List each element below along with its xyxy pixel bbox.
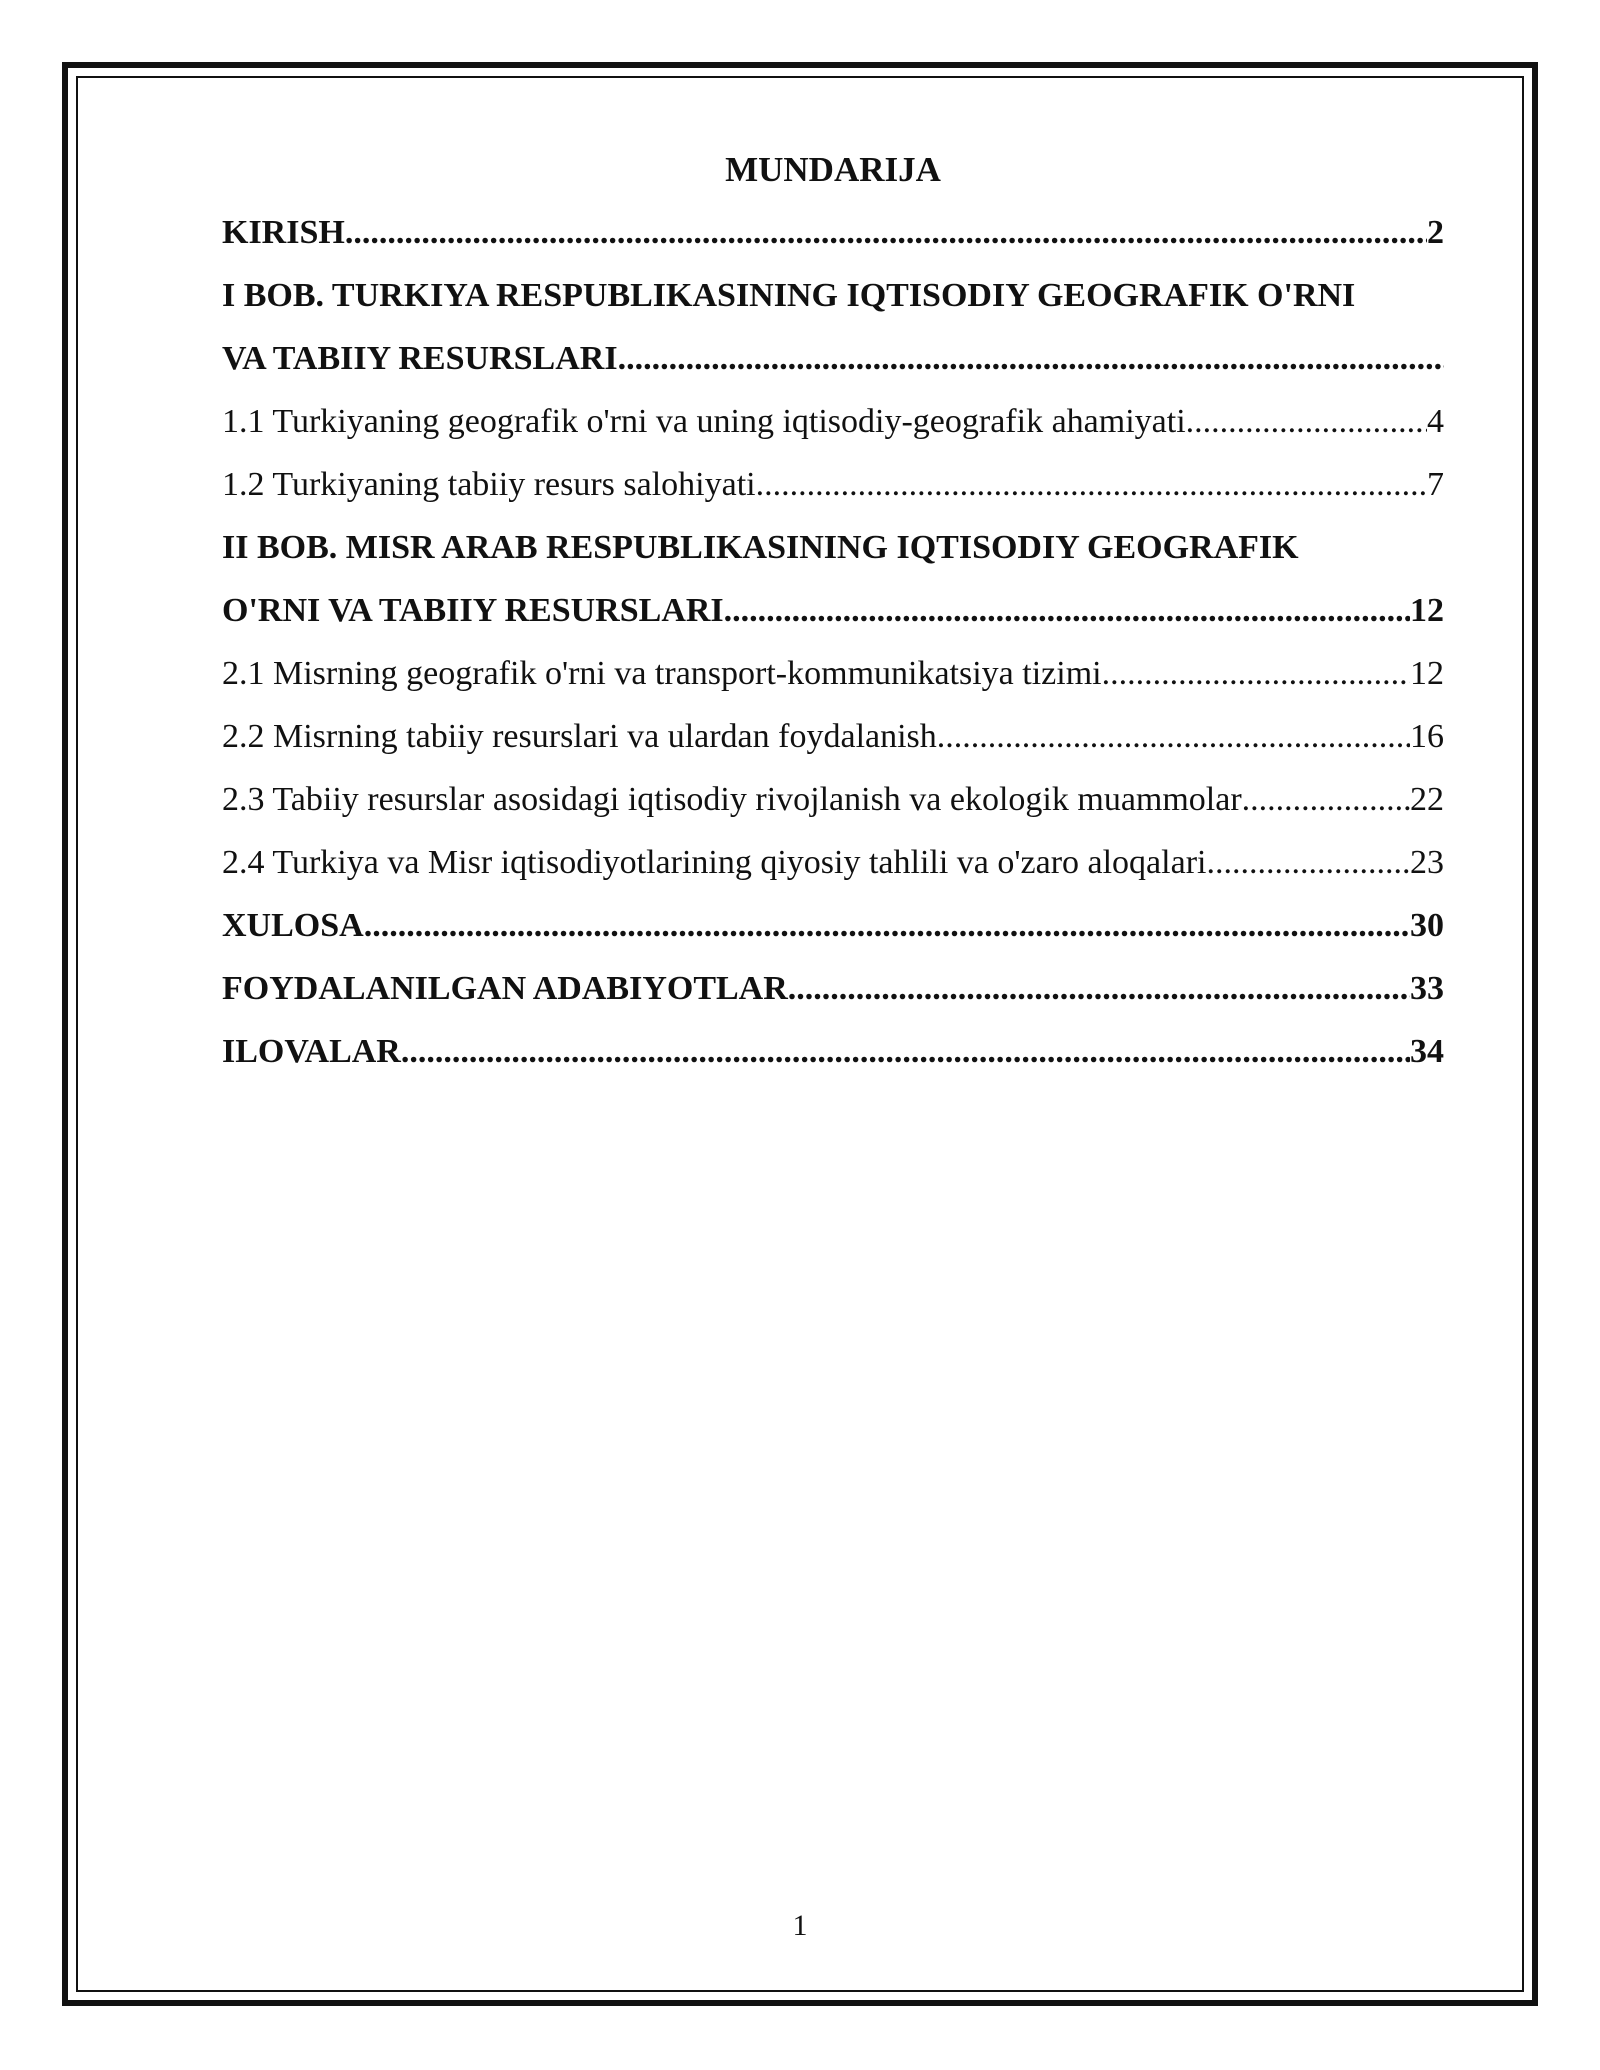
toc-dot-leader [756,453,1427,516]
toc-dot-leader [345,201,1427,264]
toc-entry-text: II BOB. MISR ARAB RESPUBLIKASINING IQTISODIY GEOGRAFIK [222,529,1299,566]
toc-entry-text: 2.1 Misrning geografik o'rni va transport-kommunikatsiya tizimi [222,655,1102,692]
toc-entry[interactable] [222,1020,1444,1083]
toc-entry-text: XULOSA [222,907,364,944]
toc-entry-line [222,894,1444,957]
toc-page-number: 7 [1427,466,1444,503]
toc-entry-line [222,201,1444,264]
toc-entry-text: 1.1 Turkiyaning geografik o'rni va uning iqtisodiy-geografik ahamiyati [222,403,1186,440]
toc-dot-leader [937,705,1410,768]
toc-entry-text: O'RNI VA TABIIY RESURSLARI [222,592,724,629]
toc-entry-text: 2.3 Tabiiy resurslar asosidagi iqtisodiy rivojlanish va ekologik muammolar [222,781,1242,818]
toc-title: MUNDARIJA [725,150,941,189]
toc-entry-line [222,264,1444,327]
toc-entry-line [222,327,1444,390]
toc-entry-line [222,1020,1444,1083]
toc-page-number: 33 [1410,970,1444,1007]
toc-entry-text: FOYDALANILGAN ADABIYOTLAR [222,970,788,1007]
toc-entry[interactable] [222,264,1444,390]
toc-entry-line [222,831,1444,894]
toc-entry[interactable] [222,894,1444,957]
toc-entry-line [222,642,1444,705]
toc-entry-line [222,768,1444,831]
toc-page-number: 34 [1410,1033,1444,1070]
toc-page-number: 12 [1410,592,1444,629]
toc-entry[interactable] [222,831,1444,894]
toc-dot-leader [401,1020,1410,1083]
toc-entry-line [222,705,1444,768]
toc-entry-line [222,390,1444,453]
toc-dot-leader [1102,642,1410,705]
toc-entry-text: ILOVALAR [222,1033,401,1070]
toc-page-number: 22 [1410,781,1444,818]
toc-entry[interactable] [222,390,1444,453]
toc-page-number: 23 [1410,844,1444,881]
toc-dot-leader [1206,831,1410,894]
toc-dot-leader [1186,390,1427,453]
toc-entry-line [222,957,1444,1020]
toc-entry-text: VA TABIIY RESURSLARI [222,340,618,377]
toc-entry-line [222,579,1444,642]
toc-dot-leader [724,579,1410,642]
toc-dot-leader [1242,768,1410,831]
toc-page-number: 30 [1410,907,1444,944]
toc-entry-text: I BOB. TURKIYA RESPUBLIKASINING IQTISODIY GEOGRAFIK O'RNI [222,277,1356,314]
toc-entry-line [222,516,1444,579]
toc-entry[interactable] [222,201,1444,264]
page-number: 1 [792,1909,808,1942]
toc-entry-line [222,453,1444,516]
toc-page-number: 12 [1410,655,1444,692]
toc-entry[interactable] [222,957,1444,1020]
toc-page-number: 16 [1410,718,1444,755]
toc-entry[interactable] [222,642,1444,705]
toc-entry-text: KIRISH [222,214,345,251]
toc-entry-text: 1.2 Turkiyaning tabiiy resurs salohiyati [222,466,756,503]
toc-entry[interactable] [222,516,1444,642]
toc-entry[interactable] [222,453,1444,516]
toc-page-number: 4 [1427,403,1444,440]
toc-dot-leader [788,957,1410,1020]
toc-entry-text: 2.2 Misrning tabiiy resurslari va ulardan foydalanish [222,718,937,755]
toc-entry[interactable] [222,768,1444,831]
table-of-contents [222,138,1444,1083]
toc-page-number: 2 [1427,214,1444,251]
toc-entries [222,201,1444,1083]
toc-dot-leader [364,894,1410,957]
toc-entry[interactable] [222,705,1444,768]
toc-dot-leader [618,327,1444,390]
toc-entry-text: 2.4 Turkiya va Misr iqtisodiyotlarining qiyosiy tahlili va o'zaro aloqalari [222,844,1207,881]
